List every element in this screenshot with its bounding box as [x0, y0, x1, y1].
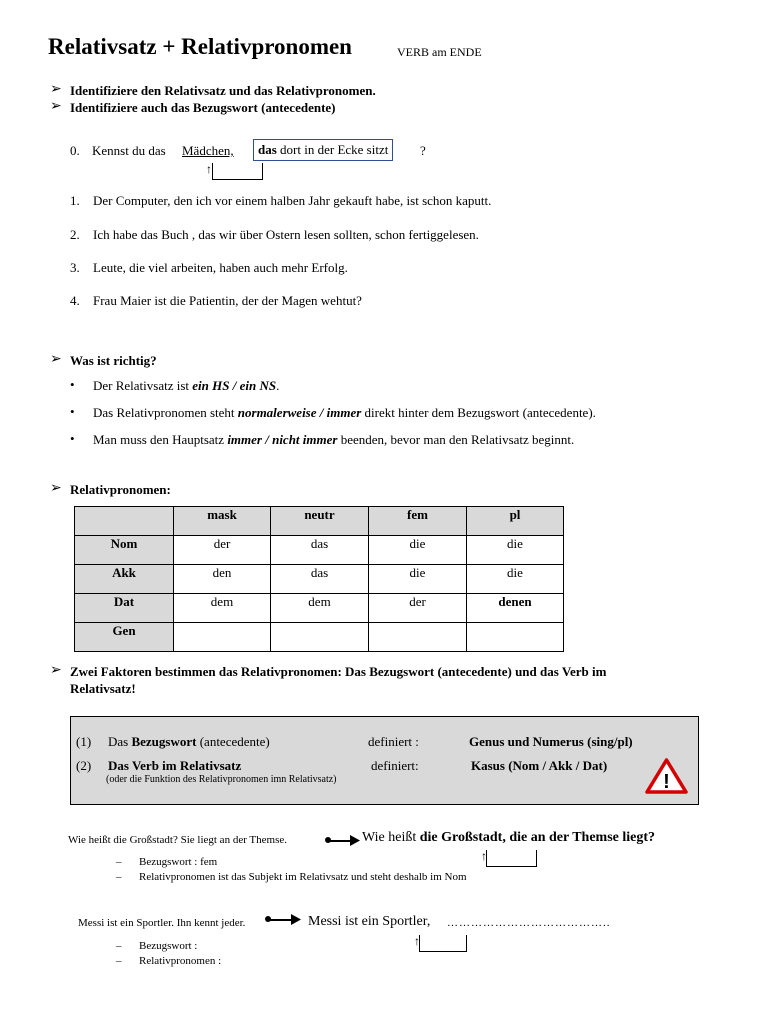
table-cell: die: [467, 565, 564, 594]
row-header: Dat: [75, 594, 174, 623]
arrow-up-icon: ↑: [206, 162, 212, 176]
table-cell: dem: [271, 594, 369, 623]
example-connector: [212, 163, 263, 180]
dash-icon: –: [116, 940, 122, 952]
sentence-text: Leute, die viel arbeiten, haben auch mehr Erfolg.: [93, 260, 348, 275]
factor-2-note: (oder die Funktion des Relativpronomen imn Relativsatz): [106, 774, 337, 785]
table-cell: dem: [174, 594, 271, 623]
sentence-text: Ich habe das Buch , das wir über Ostern lesen sollten, schon fertiggelesen.: [93, 227, 479, 242]
ex1-note: Bezugswort : fem: [139, 856, 218, 868]
task-bullet-icon: ➢: [50, 663, 62, 678]
table-cell[interactable]: [467, 623, 564, 652]
task-bullet-icon: ➢: [50, 352, 62, 367]
example-pronoun: das: [258, 142, 277, 157]
quiz-heading: Was ist richtig?: [70, 353, 157, 368]
ex2-result: Messi ist ein Sportler,: [308, 914, 431, 929]
row-header: Nom: [75, 536, 174, 565]
table-cell: die: [467, 536, 564, 565]
sentence-number: 3.: [70, 260, 80, 275]
sentence-number: 4.: [70, 293, 80, 308]
task-2: Identifiziere auch das Bezugswort (antecedente): [70, 100, 336, 115]
arrow-line: [270, 919, 293, 921]
dash-icon: –: [116, 856, 122, 868]
dot-bullet-icon: •: [70, 404, 75, 419]
table-cell: die: [369, 565, 467, 594]
ex1-source: Wie heißt die Großstadt? Sie liegt an der Themse.: [68, 834, 287, 846]
arrow-up-icon: ↑: [481, 849, 487, 863]
table-cell: der: [174, 536, 271, 565]
example-end: ?: [420, 143, 426, 158]
factor-1-value: Genus und Numerus (sing/pl): [469, 734, 633, 749]
sentence-text: Der Computer, den ich vor einem halben Jahr gekauft habe, ist schon kaputt.: [93, 193, 492, 208]
table-row: [75, 565, 564, 594]
factor-2-label: Das Verb im Relativsatz: [108, 758, 242, 773]
ex2-note: Relativpronomen :: [139, 955, 222, 967]
dot-bullet-icon: •: [70, 377, 75, 392]
ex2-answer-blank[interactable]: …………………………………..: [447, 917, 611, 929]
table-cell: der: [369, 594, 467, 623]
page-title: Relativsatz + Relativpronomen: [48, 34, 352, 59]
example-clause-rest: dort in der Ecke sitzt: [280, 142, 389, 157]
table-cell[interactable]: [174, 623, 271, 652]
ex2-note: Bezugswort :: [139, 940, 198, 952]
factor-1-defines: definiert :: [368, 734, 419, 749]
example-relative-clause-box: [253, 139, 393, 161]
table-cell: denen: [467, 594, 564, 623]
task-1: Identifiziere den Relativsatz und das Relativpronomen.: [70, 83, 376, 98]
factor-number: (1): [76, 734, 92, 749]
factor-number: (2): [76, 758, 92, 773]
table-corner-cell: [75, 507, 174, 536]
table-cell[interactable]: [271, 623, 369, 652]
ex2-connector: [419, 935, 467, 952]
task-bullet-icon: ➢: [50, 99, 62, 114]
table-cell: den: [174, 565, 271, 594]
column-header: mask: [174, 507, 271, 536]
arrow-up-icon: ↑: [414, 934, 420, 948]
table-row: [75, 536, 564, 565]
quiz-item: Der Relativsatz ist ein HS / ein NS.: [93, 378, 280, 393]
factors-heading-line2: Relativsatz!: [70, 681, 136, 696]
relative-pronoun-table: [74, 506, 564, 652]
dash-icon: –: [116, 955, 122, 967]
quiz-item: Das Relativpronomen steht normalerweise / immer direkt hinter dem Bezugswort (antecedente).: [93, 405, 596, 420]
arrow-right-icon: [350, 835, 360, 846]
table-row: [75, 594, 564, 623]
factor-1-label: Das Bezugswort (antecedente): [108, 734, 270, 749]
ex1-note: Relativpronomen ist das Subjekt im Relativsatz und steht deshalb im Nom: [139, 871, 467, 883]
warning-mark: !: [663, 771, 670, 793]
table-cell: das: [271, 536, 369, 565]
dot-bullet-icon: •: [70, 431, 75, 446]
dash-icon: –: [116, 871, 122, 883]
ex2-source: Messi ist ein Sportler. Ihn kennt jeder.: [78, 917, 246, 929]
table-cell: das: [271, 565, 369, 594]
quiz-item: Man muss den Hauptsatz immer / nicht immer beenden, bevor man den Relativsatz beginnt.: [93, 432, 575, 447]
arrow-right-icon: [291, 914, 301, 925]
sentence-number: 2.: [70, 227, 80, 242]
sentence-number: 1.: [70, 193, 80, 208]
table-heading: Relativpronomen:: [70, 482, 171, 497]
warning-icon: [645, 758, 688, 794]
factors-heading-line1: Zwei Faktoren bestimmen das Relativpronomen: Das Bezugswort (antecedente) und das Verb im: [70, 664, 607, 679]
row-header: Gen: [75, 623, 174, 652]
ex1-result: Wie heißt die Großstadt, die an der Themse liegt?: [362, 830, 656, 845]
task-bullet-icon: ➢: [50, 82, 62, 97]
example-pre: Kennst du das: [92, 143, 166, 158]
column-header: fem: [369, 507, 467, 536]
page-subtitle: VERB am ENDE: [397, 45, 482, 59]
column-header: neutr: [271, 507, 369, 536]
table-header-row: [75, 507, 564, 536]
example-antecedent: Mädchen,: [182, 143, 234, 158]
factor-2-defines: definiert:: [371, 758, 419, 773]
sentence-text: Frau Maier ist die Patientin, der der Magen wehtut?: [93, 293, 362, 308]
factor-2-value: Kasus (Nom / Akk / Dat): [471, 758, 608, 773]
table-row: [75, 623, 564, 652]
example-number: 0.: [70, 143, 80, 158]
table-cell: die: [369, 536, 467, 565]
column-header: pl: [467, 507, 564, 536]
arrow-line: [330, 840, 352, 842]
table-cell[interactable]: [369, 623, 467, 652]
row-header: Akk: [75, 565, 174, 594]
task-bullet-icon: ➢: [50, 481, 62, 496]
ex1-connector: [486, 850, 537, 867]
